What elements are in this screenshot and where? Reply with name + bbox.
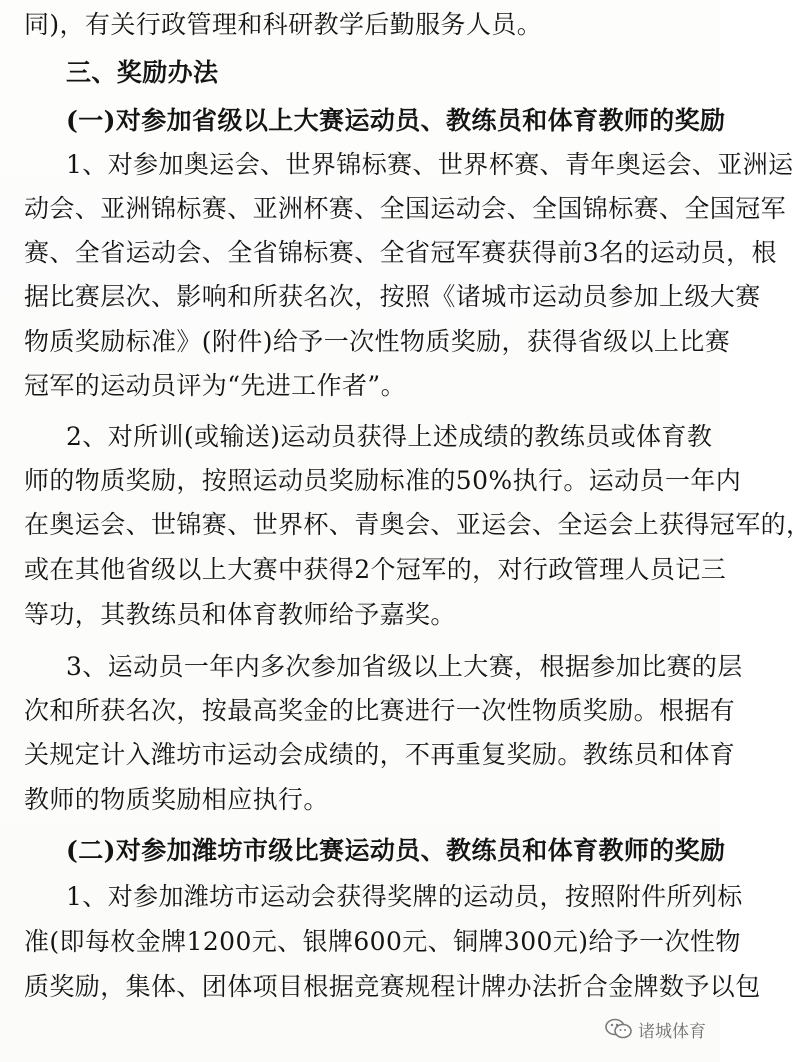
text-line-15: 3、运动员一年内多次参加省级以上大赛，根据参加比赛的层 xyxy=(66,652,743,681)
text-line-6: 赛、全省运动会、全省锦标赛、全省冠军赛获得前3名的运动员，根 xyxy=(24,238,777,267)
text-line-7: 据比赛层次、影响和所获名次，按照《诸城市运动员参加上级大赛 xyxy=(24,282,761,311)
text-line-11: 师的物质奖励，按照运动员奖励标准的50%执行。运动员一年内 xyxy=(24,466,742,495)
watermark xyxy=(604,1014,706,1044)
text-line-8: 物质奖励标准》(附件)给予一次性物质奖励，获得省级以上比赛 xyxy=(24,327,731,356)
text-line-4: 1、对参加奥运会、世界锦标赛、世界杯赛、青年奥运会、亚洲运 xyxy=(66,150,794,179)
subsection-heading-2: (二)对参加潍坊市级比赛运动员、教练员和体育教师的奖励 xyxy=(66,836,726,865)
section-heading: 三、奖励办法 xyxy=(66,58,219,87)
text-line-13: 或在其他省级以上大赛中获得2个冠军的，对行政管理人员记三 xyxy=(24,555,727,584)
text-line-5: 动会、亚洲锦标赛、亚洲杯赛、全国运动会、全国锦标赛、全国冠军 xyxy=(24,194,787,223)
text-line-14: 等功，其教练员和体育教师给予嘉奖。 xyxy=(24,600,456,629)
text-line-1: 同)，有关行政管理和科研教学后勤服务人员。 xyxy=(24,10,543,39)
text-line-9: 冠军的运动员评为“先进工作者”。 xyxy=(24,371,406,400)
text-line-16: 次和所获名次，按最高奖金的比赛进行一次性物质奖励。根据有 xyxy=(24,696,736,725)
wechat-icon xyxy=(604,1017,634,1041)
watermark-text: 诸城体育 xyxy=(638,1021,706,1042)
text-line-17: 关规定计入潍坊市运动会成绩的，不再重复奖励。教练员和体育 xyxy=(24,740,736,769)
text-line-12: 在奥运会、世锦赛、世界杯、青奥会、亚运会、全运会上获得冠军的， xyxy=(24,510,811,539)
text-line-18: 教师的物质奖励相应执行。 xyxy=(24,785,329,814)
text-line-10: 2、对所训(或输送)运动员获得上述成绩的教练员或体育教 xyxy=(66,422,713,451)
text-line-21: 准(即每枚金牌1200元、银牌600元、铜牌300元)给予一次性物 xyxy=(24,927,741,956)
text-line-22: 质奖励，集体、团体项目根据竞赛规程计牌办法折合金牌数予以包 xyxy=(24,972,761,1001)
subsection-heading-1: (一)对参加省级以上大赛运动员、教练员和体育教师的奖励 xyxy=(66,106,726,135)
text-line-20: 1、对参加潍坊市运动会获得奖牌的运动员，按照附件所列标 xyxy=(66,882,743,911)
